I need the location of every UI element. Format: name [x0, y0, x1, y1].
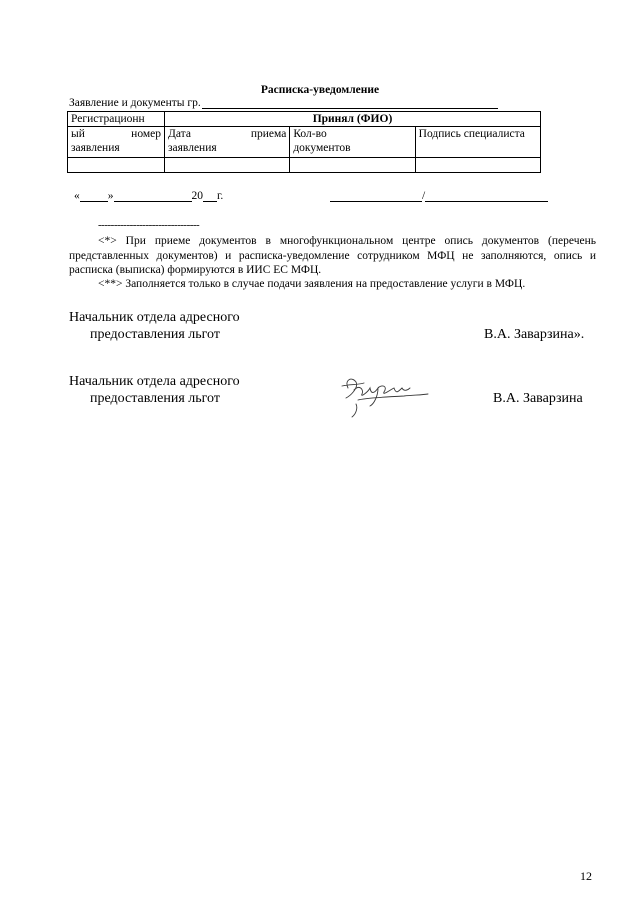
date-received-header — [165, 127, 290, 158]
page-number: 12 — [580, 869, 592, 883]
date-open-quote: « — [74, 190, 80, 202]
signer-1-position — [69, 309, 240, 343]
date-received-header-line1: Дата приема — [168, 128, 287, 140]
signer-1-position-line2: предоставления льгот — [90, 327, 220, 342]
signature-separator: / — [422, 190, 426, 202]
signer-1-position-line1: Начальник отдела адресного — [69, 310, 240, 325]
doc-count-header — [290, 127, 415, 158]
reg-number-header-1: Регистрационн — [68, 112, 165, 127]
empty-cell-reg — [68, 158, 165, 173]
receipt-table — [67, 111, 541, 173]
reg-number-header-line3: заявления — [71, 142, 120, 154]
empty-cell-date — [165, 158, 290, 173]
doc-count-header-line1: Кол-во — [293, 128, 327, 140]
signer-1-name: В.А. Заварзина». — [484, 327, 585, 342]
signer-2-name: В.А. Заварзина — [493, 391, 583, 406]
signature-blank — [330, 190, 422, 202]
date-received-header-line2: заявления — [168, 142, 217, 154]
year-prefix: 20 — [191, 190, 203, 202]
specialist-signature-header: Подпись специалиста — [415, 127, 540, 158]
applicant-label: Заявление и документы гр. — [69, 97, 201, 109]
signer-2-position — [69, 373, 240, 407]
signer-2-position-line2: предоставления льгот — [90, 391, 220, 406]
footnote-2: <**> Заполняется только в случае подачи заявления на предоставление услуги в МФЦ. — [98, 278, 526, 290]
year-suffix: г. — [217, 190, 224, 202]
footnote-divider: -------------------------------- — [98, 219, 200, 231]
day-blank — [80, 190, 108, 202]
handwritten-signature — [334, 370, 430, 420]
empty-cell-count — [290, 158, 415, 173]
date-close-quote: » — [107, 190, 114, 202]
reg-number-header-line2: ый номер — [71, 128, 161, 140]
year-blank — [203, 190, 217, 202]
footnote-1: <*> При приеме документов в многофункциональном центре опись документов (перечень представленных документов) и расписка-уведомление сотрудником МФЦ не заполняются, опись и расписка (выписка) формируются в ИИС ЕС МФЦ. — [69, 235, 596, 276]
doc-count-header-line2: документов — [293, 142, 351, 154]
reg-number-header-2 — [68, 127, 165, 158]
accepted-header: Принял (ФИО) — [165, 112, 541, 127]
applicant-line — [69, 97, 498, 109]
document-title: Расписка-уведомление — [260, 84, 380, 96]
name-blank — [425, 190, 548, 202]
signer-2-position-line1: Начальник отдела адресного — [69, 374, 240, 389]
applicant-blank — [202, 97, 498, 109]
signature-fill-line — [330, 190, 548, 202]
empty-cell-signature — [415, 158, 540, 173]
date-fill-line — [74, 190, 223, 202]
month-blank — [114, 190, 192, 202]
